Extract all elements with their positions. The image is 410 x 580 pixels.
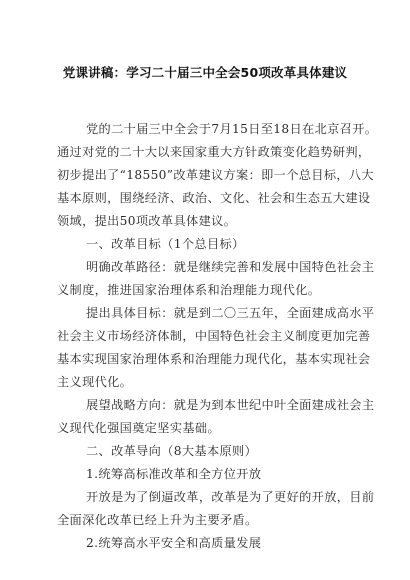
paragraph-line: 展望战略方向：就是为到本世纪中叶全面建成社会主 <box>86 398 375 412</box>
paragraph-line: 社会主义市场经济体制，中国特色社会主义制度更加完善 <box>57 329 371 343</box>
paragraph-line: 基本实现国家治理体系和治理能力现代化，基本实现社会 <box>57 352 371 366</box>
subsection-heading: 2.统筹高水平安全和高质量发展 <box>86 536 262 550</box>
paragraph-line: 提出具体目标：就是到二〇三五年，全面建成高水平 <box>86 306 375 320</box>
paragraph-line: 通过对党的二十大以来国家重大方针政策变化趋势研判， <box>57 145 371 159</box>
paragraph-line: 全面深化改革已经上升为主要矛盾。 <box>57 513 258 527</box>
paragraph-line: 开放是为了倒逼改革，改革是为了更好的开放，目前 <box>86 490 375 504</box>
paragraph-line: 领域，提出50项改革具体建议。 <box>57 214 237 228</box>
section-heading: 二、改革导向（8大基本原则） <box>86 444 258 458</box>
section-heading: 一、改革目标（1个总目标） <box>86 237 245 251</box>
paragraph-line: 主义现代化。 <box>57 375 133 389</box>
document-title: 党课讲稿：学习二十届三中全会50项改革具体建议 <box>62 65 348 80</box>
paragraph-line: 初步提出了“18550”改革建议方案：即一个总目标，八大 <box>57 168 374 182</box>
paragraph-line: 基本原则，围绕经济、政治、文化、社会和生态五大建设 <box>57 191 371 205</box>
paragraph-line: 义现代化强国奠定坚实基础。 <box>57 421 220 435</box>
paragraph-line: 义制度，推进国家治理体系和治理能力现代化。 <box>57 283 321 297</box>
subsection-heading: 1.统筹高标准改革和全方位开放 <box>86 467 262 481</box>
paragraph-line: 明确改革路径：就是继续完善和发展中国特色社会主 <box>86 260 375 274</box>
paragraph-line: 党的二十届三中全会于7月15日至18日在北京召开。 <box>86 122 378 136</box>
